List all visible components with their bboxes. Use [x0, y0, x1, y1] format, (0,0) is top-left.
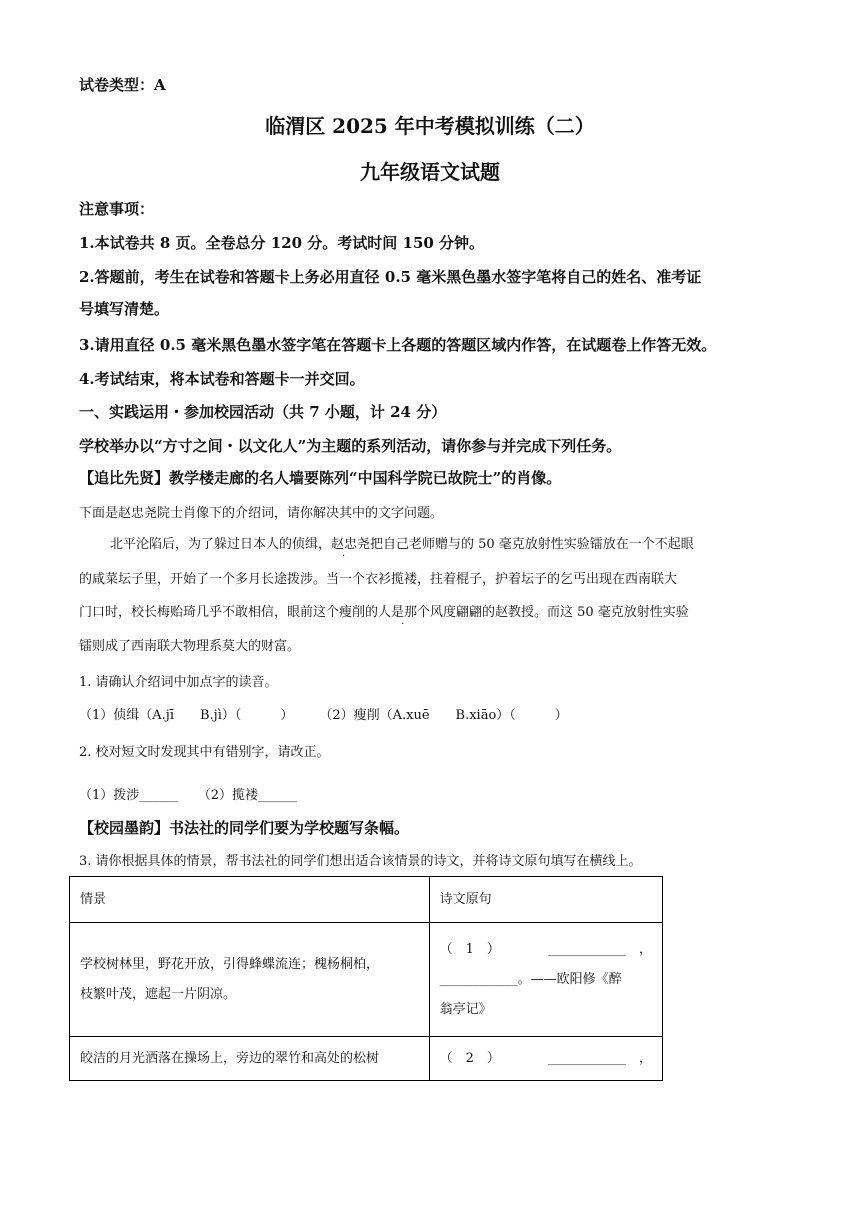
question-2-blanks: （1）拨涉______ （2）揽褛______: [79, 788, 298, 803]
table-cell-scene: 皎洁的月光洒落在操场上，旁边的翠竹和高处的松树: [70, 1037, 430, 1081]
notes-item-2-line-1: 2.答题前，考生在试卷和答题卡上务必用直径 0.5 毫米黑色墨水签字笔将自己的姓名、准考证: [79, 268, 702, 286]
poem-source: 翁亭记》: [439, 1001, 492, 1017]
notes-heading: 注意事项：: [79, 200, 155, 218]
table-row: [70, 1037, 663, 1081]
question-1: 1. 请确认介绍词中加点字的读音。: [79, 675, 278, 690]
question-1-options: （1）侦缉（A.jī B.jì）（ ） （2）瘦削（A.xuē B.xiāo）（ ）: [79, 708, 568, 723]
notes-item-2-line-2: 号填写清楚。: [79, 300, 170, 318]
table-cell-poem: [429, 1037, 662, 1081]
exam-title: 临渭区 2025 年中考模拟训练（二）: [265, 114, 595, 138]
table-row: [70, 923, 663, 1037]
task-1-description: 下面是赵忠尧院士肖像下的介绍词，请你解决其中的文字问题。: [79, 506, 444, 521]
task-2-heading: 【校园墨韵】书法社的同学们要为学校题写条幅。: [79, 819, 410, 837]
section-intro: 学校举办以“方寸之间・以文化人”为主题的系列活动，请你参与并完成下列任务。: [79, 437, 622, 455]
answer-blank-1b: ____________。——欧阳修《醉: [439, 971, 622, 987]
section-heading: 一、实践运用・参加校园活动（共 7 小题，计 24 分）: [79, 403, 447, 421]
emphasis-dot-ji: ·: [342, 551, 346, 562]
poem-table: [69, 876, 663, 1081]
exam-subtitle: 九年级语文试题: [360, 160, 500, 184]
emphasis-dot-xue: ·: [401, 619, 405, 630]
table-header-poem: 诗文原句: [429, 877, 662, 923]
notes-item-4: 4.考试结束，将本试卷和答题卡一并交回。: [79, 370, 365, 388]
passage-line-3: 门口时，校长梅贻琦几乎不敢相信，眼前这个瘦削的人是那个风度翩翩的赵教授。而这 50 毫克放射性实验: [79, 605, 689, 620]
task-1-heading: 【追比先贤】教学楼走廊的名人墙要陈列“中国科学院已故院士”的肖像。: [79, 469, 562, 487]
notes-item-1: 1.本试卷共 8 页。全卷总分 120 分。考试时间 150 分钟。: [79, 234, 485, 252]
table-cell-scene: [70, 923, 430, 1037]
answer-blank-1a: ____________ ，: [547, 941, 652, 957]
passage-line-1: 北平沦陷后，为了躲过日本人的侦缉，赵忠尧把自己老师赠与的 50 毫克放射性实验镭放在一个不起眼: [110, 537, 694, 552]
table-header-scene: 情景: [70, 877, 430, 923]
notes-item-3: 3.请用直径 0.5 毫米黑色墨水签字笔在答题卡上各题的答题区域内作答，在试题卷上作答无效。: [79, 336, 717, 354]
scene-text-line-2: 枝繁叶茂，遮起一片阴凉。: [80, 986, 237, 1002]
table-header-row: [70, 877, 663, 923]
passage-line-4: 镭则成了西南联大物理系莫大的财富。: [79, 639, 301, 654]
scene-text-line-1: 学校树林里，野花开放，引得蜂蝶流连；槐杨桐柏，: [80, 956, 380, 972]
paper-type-label: 试卷类型：A: [79, 76, 166, 94]
answer-blank-2a: ____________ ，: [547, 1050, 652, 1066]
passage-line-2: 的咸菜坛子里，开始了一个多月长途拨涉。当一个衣衫揽褛，拄着棍子，护着坛子的乞丐出现在西南联大: [79, 572, 678, 587]
question-2: 2. 校对短文时发现其中有错别字，请改正。: [79, 745, 330, 760]
blank-number-1: （ 1 ）: [439, 941, 500, 957]
question-3: 3. 请你根据具体的情景，帮书法社的同学们想出适合该情景的诗文，并将诗文原句填写在横线上。: [79, 854, 642, 869]
table-cell-poem: [429, 923, 662, 1037]
blank-number-2: （ 2 ）: [439, 1050, 500, 1066]
